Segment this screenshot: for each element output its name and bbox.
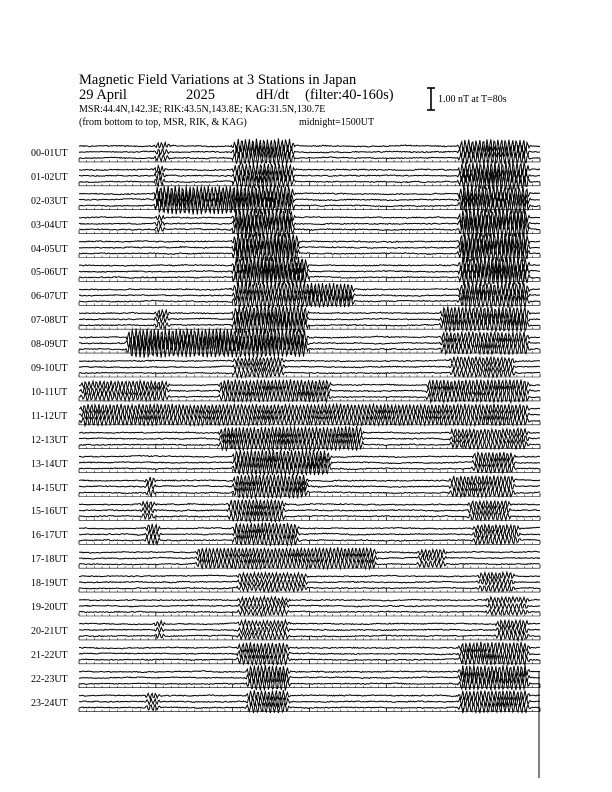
row-22-23UT: [79, 665, 540, 691]
row-label: 09-10UT: [31, 363, 68, 374]
row-label: 20-21UT: [31, 625, 68, 637]
trace-MSR: [79, 486, 540, 499]
rows-group: [79, 138, 540, 778]
trace-KAG: [79, 597, 540, 604]
row-00-01UT: [79, 138, 540, 165]
row-08-09UT: [79, 328, 540, 358]
row-14-15UT: [79, 474, 540, 498]
trace-KAG: [79, 282, 540, 296]
trace-MSR: [79, 677, 540, 691]
row-label: 11-12UT: [31, 410, 68, 422]
row-label: 02-03UT: [31, 195, 68, 207]
trace-KAG: [79, 232, 540, 251]
row-label: 21-22UT: [31, 649, 68, 661]
trace-MSR: [79, 174, 540, 190]
row-label: 19-20UT: [31, 602, 68, 613]
trace-RIK: [79, 603, 540, 610]
row-04-05UT: [79, 232, 540, 263]
midnight-note: midnight=1500UT: [299, 117, 375, 128]
row-12-13UT: [79, 426, 540, 451]
row-label: 15-16UT: [31, 506, 68, 518]
row-01-02UT: [79, 162, 540, 190]
row-label: 05-06UT: [31, 267, 68, 279]
row-03-04UT: [79, 209, 540, 238]
row-19-20UT: [79, 597, 540, 617]
row-label: 18-19UT: [31, 578, 68, 590]
row-07-08UT: [79, 305, 540, 333]
trace-RIK: [79, 528, 540, 539]
row-label: 13-14UT: [31, 458, 68, 470]
scale-label: 1.00 nT at T=80s: [438, 94, 507, 105]
trace-KAG: [79, 642, 540, 654]
stations-line: MSR:44.4N,142.3E; RIK:43.5N,143.8E; KAG:31.5N,130.7E: [79, 104, 326, 115]
date-label: 29 April: [79, 87, 127, 103]
row-17-18UT: [79, 547, 540, 569]
year-label: 2025: [186, 87, 215, 103]
row-10-11UT: [79, 379, 540, 402]
row-20-21UT: [79, 620, 540, 641]
row-label: 07-08UT: [31, 315, 68, 327]
row-13-14UT: [79, 450, 540, 476]
row-label: 03-04UT: [31, 219, 68, 231]
trace-KAG: [79, 357, 540, 366]
row-label: 00-01UT: [31, 147, 68, 159]
trace-RIK: [79, 578, 540, 585]
trace-MSR: [79, 151, 540, 165]
row-label: 16-17UT: [31, 530, 68, 542]
row-05-06UT: [79, 256, 540, 286]
trace-KAG: [79, 620, 540, 628]
scale-bar: [427, 88, 435, 110]
row-label: 10-11UT: [31, 386, 68, 398]
row-23-24UT: [79, 690, 540, 713]
row-21-22UT: [79, 642, 540, 665]
trace-KAG: [79, 572, 540, 579]
row-label: 06-07UT: [31, 291, 68, 303]
quantity-label: dH/dt: [256, 87, 290, 103]
row-18-19UT: [79, 572, 540, 592]
trace-KAG: [79, 138, 540, 153]
chart-title: Magnetic Field Variations at 3 Stations in Japan: [79, 72, 357, 88]
row-02-03UT: [79, 185, 540, 215]
row-label: 23-24UT: [31, 697, 68, 709]
trace-KAG: [79, 404, 540, 414]
row-16-17UT: [79, 523, 540, 546]
row-label: 04-05UT: [31, 243, 68, 255]
row-09-10UT: [79, 357, 540, 378]
order-note: (from bottom to top, MSR, RIK, & KAG): [79, 117, 247, 128]
row-label: 12-13UT: [31, 434, 68, 446]
trace-RIK: [79, 626, 540, 634]
trace-KAG: [79, 499, 540, 509]
row-label: 22-23UT: [31, 673, 68, 685]
row-label: 01-02UT: [31, 171, 68, 183]
row-label: 08-09UT: [31, 339, 68, 351]
row-11-12UT: [79, 404, 540, 426]
row-label: 17-18UT: [31, 554, 68, 566]
row-06-07UT: [79, 282, 540, 307]
filter-label: (filter:40-160s): [305, 87, 394, 103]
row-label: 14-15UT: [31, 482, 68, 494]
row-15-16UT: [79, 499, 540, 522]
